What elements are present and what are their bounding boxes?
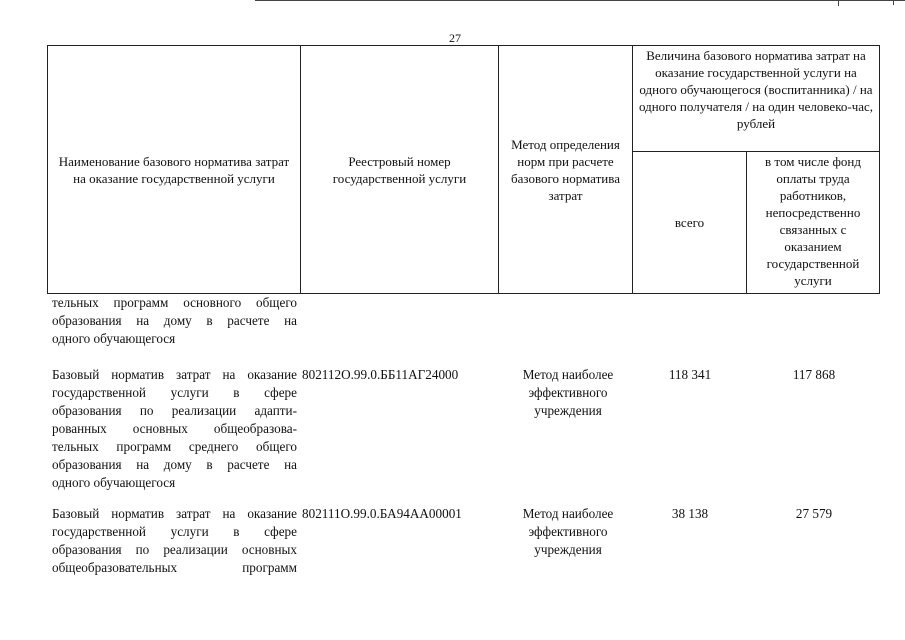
name-line: государственной услуги в сфере bbox=[52, 524, 297, 539]
header-value-group: Величина базового норматива затрат на оказание государственной услуги на одного обучающегося (воспитанника) / на одного получателя / на один человеко-час, рублей bbox=[633, 46, 880, 152]
name-line: рованных основных общеобразова- bbox=[52, 421, 297, 436]
page-number: 27 bbox=[449, 31, 461, 45]
scan-edge-line bbox=[255, 0, 905, 1]
name-line: образования на дому в расчете на bbox=[52, 313, 297, 328]
header-registry-column: Реестровый номер государственной услуги bbox=[301, 46, 499, 294]
header-total-column: всего bbox=[633, 152, 747, 294]
name-line: государственной услуги в сфере bbox=[52, 385, 297, 400]
continuation-name bbox=[52, 294, 297, 348]
scan-edge-mark bbox=[893, 0, 894, 5]
row-1-registry: 802112О.99.0.ББ11АГ24000 bbox=[302, 367, 459, 382]
row-2-total: 38 138 bbox=[671, 506, 709, 521]
row-1-name bbox=[52, 366, 297, 492]
name-line: образования по реализации адапти- bbox=[52, 403, 297, 418]
scan-edge-mark bbox=[838, 0, 839, 6]
header-method-column: Метод определения норм при расчете базового норматива затрат bbox=[499, 46, 633, 294]
name-line: тельных программ основного общего bbox=[52, 295, 297, 310]
row-2-method: Метод наиболее эффективного учреждения bbox=[522, 506, 614, 557]
name-line: образования на дому в расчете на bbox=[52, 457, 297, 472]
row-1-method: Метод наиболее эффективного учреждения bbox=[522, 367, 614, 418]
header-fund-column: в том числе фонд оплаты труда работников, непосредственно связанных с оказанием государственной услуги bbox=[747, 152, 880, 294]
name-line: образования по реализации основных bbox=[52, 542, 297, 557]
row-2-registry: 802111О.99.0.БА94АА00001 bbox=[302, 506, 462, 521]
name-line: Базовый норматив затрат на оказание bbox=[52, 367, 297, 382]
name-line: общеобразовательных программ bbox=[52, 560, 297, 575]
name-line: тельных программ среднего общего bbox=[52, 439, 297, 454]
name-line: Базовый норматив затрат на оказание bbox=[52, 506, 297, 521]
row-2-fund: 27 579 bbox=[795, 506, 833, 521]
row-1-fund: 117 868 bbox=[792, 367, 836, 382]
row-2-name bbox=[52, 505, 297, 577]
table-header bbox=[47, 45, 880, 294]
name-line: одного обучающегося bbox=[52, 475, 176, 490]
header-name-column: Наименование базового норматива затрат на оказание государственной услуги bbox=[48, 46, 301, 294]
row-1-total: 118 341 bbox=[668, 367, 712, 382]
name-line: одного обучающегося bbox=[52, 331, 176, 346]
